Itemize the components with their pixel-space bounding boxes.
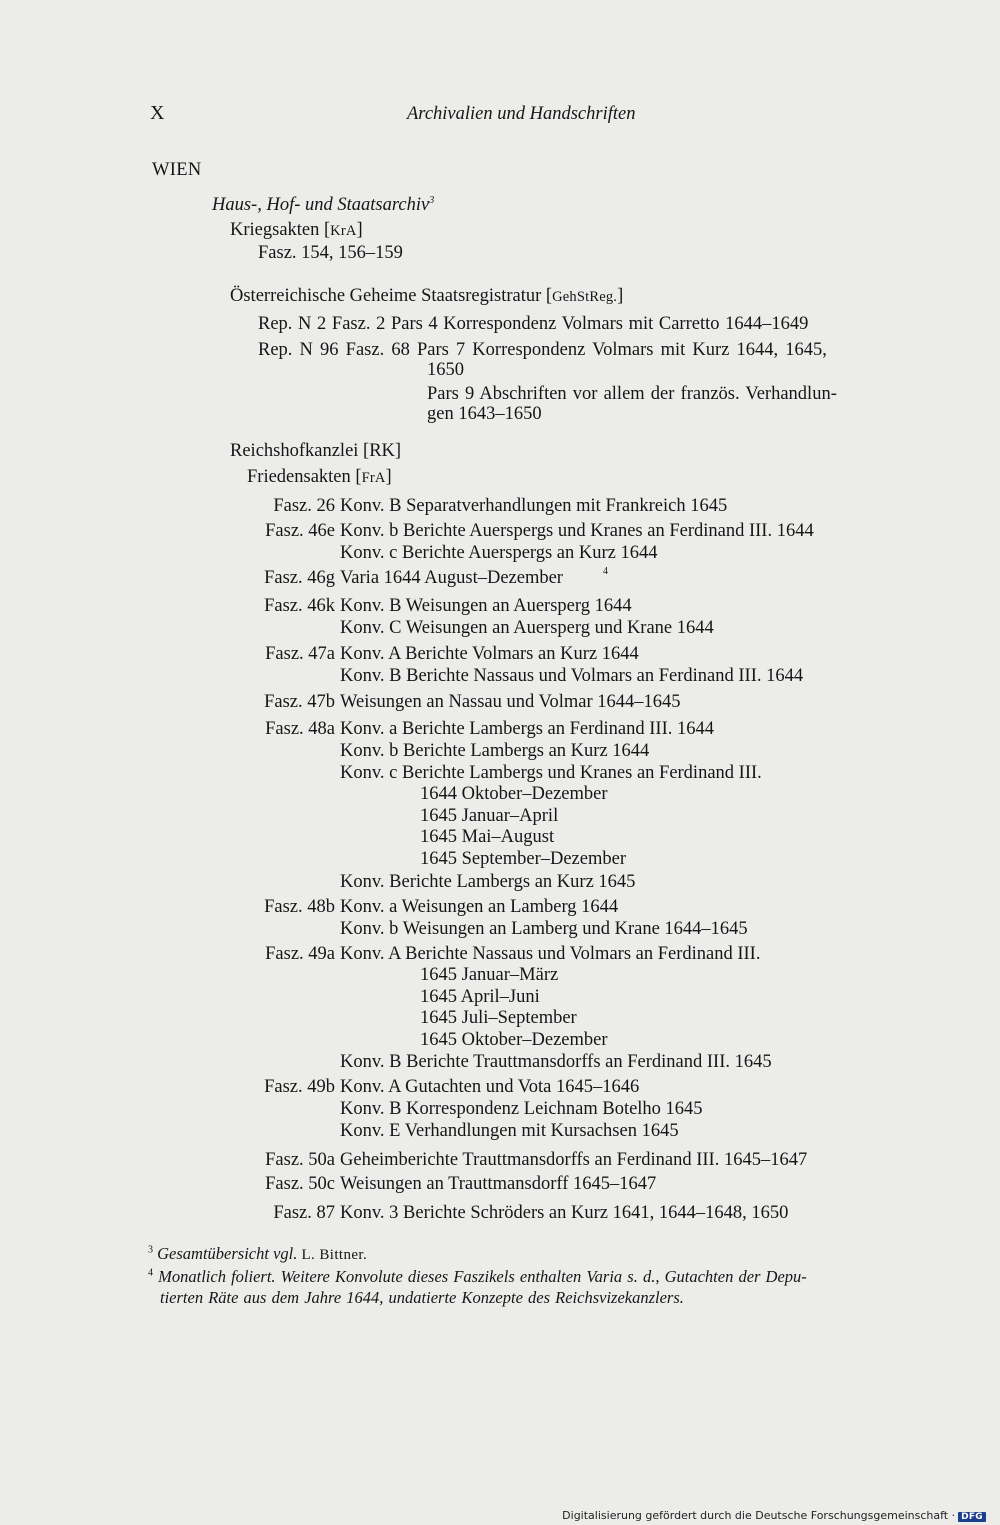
fasz-number: Fasz. 26	[273, 496, 335, 516]
fasz-number: Fasz. 49b	[264, 1077, 335, 1097]
date-range: 1645 Juli–September	[420, 1008, 577, 1028]
archive-name: Haus-, Hof- und Staatsarchiv	[212, 195, 430, 215]
footnote	[148, 1267, 807, 1287]
konvolut-entry: Varia 1644 August–Dezember	[340, 568, 563, 588]
konvolut-entry: Geheimberichte Trauttmansdorffs an Ferdinand III. 1645–1647	[340, 1150, 808, 1170]
fasz-number: Fasz. 48a	[265, 719, 335, 739]
konvolut-entry: Konv. c Berichte Lambergs und Kranes an Ferdinand III.	[340, 763, 762, 783]
date-range: 1645 Mai–August	[420, 827, 555, 847]
konvolut-entry: Konv. b Weisungen an Lamberg und Krane 1644–1645	[340, 919, 748, 939]
credit-text: Digitalisierung gefördert durch die Deutsche Forschungsgemeinschaft ·	[562, 1509, 956, 1522]
friedensakten-list: Fasz. 26 Konv. B Separatverhandlungen mit Frankreich 1645 Fasz. 46e Konv. b Berichte Auerspergs und Kranes an Ferdinand III. 1644 Konv. c Berichte Auerspergs an Kurz 1644 Fasz. 46g Varia 1644 August–Dezember 4 Fasz. 46k Konv. B Weisungen an Auersperg 1644 Konv. C Weisungen an Auersperg und Krane 1644 Fasz. 47a Konv. A Berichte Volmars an Kurz 1644 Konv. B Berichte Nassaus und Volmars an Ferdinand III. 1644 Fasz. 47b Weisungen an Nassau und Volmar 1644–1645 Fasz. 48a Konv. a Berichte Lambergs an Ferdinand III. 1644 Konv. b Berichte Lambergs an Kurz 1644 Konv. c Berichte Lambergs und Kranes an Ferdinand III. 1644 Oktober–Dezember 1645 Januar–April 1645 Mai–August 1645 September–Dezember Konv. Berichte Lambergs an Kurz 1645 Fasz. 48b Konv. a Weisungen an Lamberg 1644 Konv. b Weisungen an Lamberg und Krane 1644–1645 Fasz. 49a Konv. A Berichte Nassaus und Volmars an Ferdinand III. 1645 Januar–März 1645 April–Juni 1645 Juli–September 1645 Oktober–Dezember Konv. B Berichte Trauttmansdorffs an Ferdinand III. 1645 Fasz. 49b Konv. A Gutachten und Vota 1645–1646 Konv. B Korrespondenz Leichnam Botelho 1645 Konv. E Verhandlungen mit Kursachsen 1645 Fasz. 50a Geheimberichte Trauttmansdorffs an Ferdinand III. 1645–1647 Fasz. 50c Weisungen an Trauttmansdorff 1645–1647 Fasz. 87 Konv. 3 Berichte Schröders an Kurz 1641, 1644–1648, 1650	[250, 0, 950, 1230]
date-range: 1644 Oktober–Dezember	[420, 784, 608, 804]
konvolut-entry: Konv. E Verhandlungen mit Kursachsen 1645	[340, 1121, 679, 1141]
date-range: 1645 Oktober–Dezember	[420, 1030, 608, 1050]
fasz-number: Fasz. 50a	[265, 1150, 335, 1170]
konvolut-entry: Konv. A Berichte Nassaus und Volmars an Ferdinand III.	[340, 944, 761, 964]
friedensakten-title: Friedensakten [	[247, 467, 362, 487]
footnote	[160, 1288, 684, 1308]
konvolut-entry: Konv. B Separatverhandlungen mit Frankreich 1645	[340, 496, 728, 516]
date-range: 1645 September–Dezember	[420, 849, 626, 869]
konvolut-entry: Konv. c Berichte Auerspergs an Kurz 1644	[340, 543, 658, 563]
konvolut-entry: Weisungen an Trauttmansdorff 1645–1647	[340, 1174, 657, 1194]
konvolut-entry: Konv. 3 Berichte Schröders an Kurz 1641, 1644–1648, 1650	[340, 1203, 789, 1223]
gehstreg-row: Rep. N 2 Fasz. 2 Pars 4 Korrespondenz Volmars mit Carretto 1644–1649	[258, 314, 809, 334]
konvolut-entry: Konv. a Weisungen an Lamberg 1644	[340, 897, 619, 917]
fasz-number: Fasz. 47b	[264, 692, 335, 712]
reichshofkanzlei-heading: Reichshofkanzlei [RK]	[230, 441, 402, 461]
gehstreg-row: Pars 9 Abschriften vor allem der französ. Verhandlun-	[427, 384, 837, 404]
fasz-number: Fasz. 48b	[264, 897, 335, 917]
footnote-ref-3: 3	[429, 194, 435, 206]
date-range: 1645 Januar–März	[420, 965, 559, 985]
gehstreg-row: Rep. N 96 Fasz. 68 Pars 7 Korrespondenz Volmars mit Kurz 1644, 1645,	[258, 340, 827, 360]
konvolut-entry: Konv. B Berichte Trauttmansdorffs an Ferdinand III. 1645	[340, 1052, 772, 1072]
konvolut-entry: Konv. B Weisungen an Auersperg 1644	[340, 596, 632, 616]
gehstreg-row: gen 1643–1650	[427, 404, 542, 424]
running-title: Archivalien und Handschriften	[407, 104, 636, 124]
fasz-number: Fasz. 46k	[264, 596, 335, 616]
kriegsakten-close: ]	[356, 220, 363, 240]
kriegsakten-line: Fasz. 154, 156–159	[258, 243, 403, 263]
konvolut-entry: Weisungen an Nassau und Volmar 1644–1645	[340, 692, 681, 712]
footnote-number: 4	[148, 1267, 153, 1279]
city-heading: WIEN	[152, 160, 202, 180]
footnote-number: 3	[148, 1244, 153, 1256]
konvolut-entry: Konv. B Korrespondenz Leichnam Botelho 1645	[340, 1099, 703, 1119]
kriegsakten-title: Kriegsakten [	[230, 220, 331, 240]
friedensakten-abbr: FrA	[361, 470, 386, 486]
fasz-number: Fasz. 50c	[265, 1174, 335, 1194]
fasz-number: Fasz. 47a	[265, 644, 335, 664]
gehstreg-title: Österreichische Geheime Staatsregistratur [	[230, 286, 553, 306]
konvolut-entry: Konv. b Berichte Auerspergs und Kranes an Ferdinand III. 1644	[340, 521, 814, 541]
footnote-text: Gesamtübersicht vgl.	[157, 1244, 298, 1263]
footnote-text: Monatlich foliert. Weitere Konvolute dieses Faszikels enthalten Varia s. d., Gutachten der Depu-	[158, 1267, 807, 1286]
dfg-logo: DFG	[958, 1512, 986, 1522]
fasz-number: Fasz. 46g	[264, 568, 335, 588]
gehstreg-row: 1650	[427, 360, 464, 380]
gehstreg-abbr: GehStReg.	[552, 289, 618, 305]
footnote	[148, 1244, 367, 1265]
konvolut-entry: Konv. C Weisungen an Auersperg und Krane 1644	[340, 618, 714, 638]
konvolut-entry: Konv. a Berichte Lambergs an Ferdinand III. 1644	[340, 719, 715, 739]
kriegsakten-abbr: KrA	[330, 223, 357, 239]
footnote-author: L. Bittner.	[301, 1247, 368, 1263]
page-number: X	[150, 102, 165, 124]
konvolut-entry: Konv. A Berichte Volmars an Kurz 1644	[340, 644, 639, 664]
konvolut-entry: Konv. A Gutachten und Vota 1645–1646	[340, 1077, 640, 1097]
konvolut-entry: Konv. Berichte Lambergs an Kurz 1645	[340, 872, 636, 892]
konvolut-entry: Konv. B Berichte Nassaus und Volmars an Ferdinand III. 1644	[340, 666, 804, 686]
date-range: 1645 Januar–April	[420, 806, 559, 826]
gehstreg-close: ]	[617, 286, 624, 306]
fasz-number: Fasz. 49a	[265, 944, 335, 964]
friedensakten-close: ]	[385, 467, 392, 487]
footnote-text: tierten Räte aus dem Jahre 1644, undatierte Konzepte des Reichsvizekanzlers.	[160, 1288, 684, 1307]
konvolut-entry: Konv. b Berichte Lambergs an Kurz 1644	[340, 741, 650, 761]
fasz-number: Fasz. 46e	[265, 521, 335, 541]
fasz-number: Fasz. 87	[273, 1203, 335, 1223]
funding-credit	[562, 1509, 986, 1522]
date-range: 1645 April–Juni	[420, 987, 540, 1007]
